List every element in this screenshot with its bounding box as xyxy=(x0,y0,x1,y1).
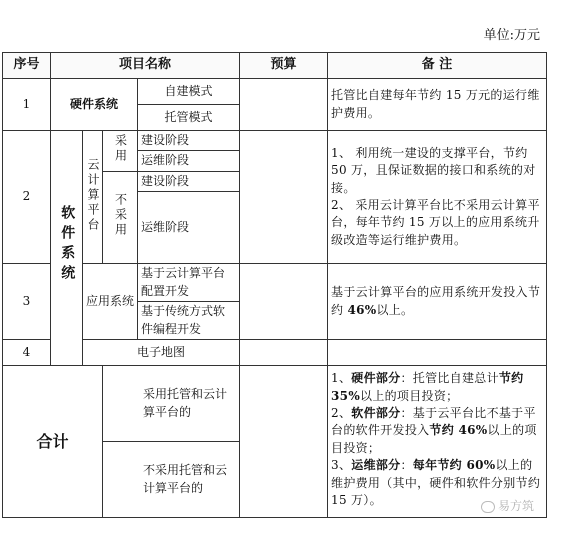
total-note-1b: 硬件部分 xyxy=(351,371,401,386)
row3-seq: 3 xyxy=(3,264,51,340)
row2-budget xyxy=(240,131,328,264)
total-note-1c: ：托管比自建总计 xyxy=(400,371,499,386)
row3-budget xyxy=(240,264,328,340)
row3-item-2: 基于传统方式软件编程开发 xyxy=(138,302,240,340)
row2-adopt xyxy=(103,131,138,172)
row2-platform xyxy=(83,131,103,264)
row2-item-1: 建设阶段 xyxy=(138,131,240,151)
total-note-1d: 节约 35% xyxy=(331,371,524,403)
total-item-1: 采用托管和云计算平台的 xyxy=(103,366,240,442)
total-note-3e: 以上的维护费用（其中，硬件和软件分别节约 15 万）。 xyxy=(331,458,541,507)
row3-note-pre: 基于云计算平台的应用系统开发投入节约 xyxy=(331,285,541,317)
row2-note-2: 2、 采用云计算平台比不采用云计算平台，每年节约 15 万以上的应用系统升级改造等运行维护费用。 xyxy=(331,198,540,247)
table-row xyxy=(3,366,547,442)
row4-item: 电子地图 xyxy=(83,340,240,366)
header-name: 项目名称 xyxy=(51,53,240,79)
total-note-3b: 运维部分 xyxy=(351,458,401,473)
total-note-2b: 软件部分 xyxy=(351,405,401,420)
total-note-3c: ： xyxy=(400,458,413,473)
row2-seq: 2 xyxy=(3,131,51,264)
unit-label: 单位:万元 xyxy=(483,28,540,43)
total-note-3d: 每年节约 60% xyxy=(412,458,496,473)
row3-item-1: 基于云计算平台配置开发 xyxy=(138,264,240,302)
row2-item-3: 建设阶段 xyxy=(138,171,240,191)
table-row xyxy=(3,264,547,302)
row1-item-2: 托管模式 xyxy=(138,105,240,131)
row1-item-1: 自建模式 xyxy=(138,79,240,105)
row2-adopt-text: 采用 xyxy=(113,133,128,164)
header-note: 备 注 xyxy=(328,53,547,79)
total-label-text: 合计 xyxy=(36,432,69,452)
total-note-2e: 以上的项目投资； xyxy=(331,423,537,455)
total-label xyxy=(3,366,103,518)
table-row xyxy=(3,79,547,105)
row1-note: 托管比自建每年节约 15 万元的运行维护费用。 xyxy=(328,79,547,131)
budget-table-body xyxy=(2,52,547,518)
total-item-2: 不采用托管和云计算平台的 xyxy=(103,442,240,518)
total-note-2c: ：基于云平台比不基于平台的软件开发投入 xyxy=(331,405,536,438)
total-note-2a: 2、 xyxy=(331,405,352,420)
row1-seq: 1 xyxy=(3,79,51,131)
row1-category: 硬件系统 xyxy=(51,79,138,131)
total-note-1 xyxy=(331,370,543,405)
row2-note-1: 1、 利用统一建设的支撑平台，节约 50 万，且保证数据的接口和系统的对接。 xyxy=(331,145,536,195)
row2-not-adopt xyxy=(103,171,138,263)
row3-note-bold: 46% xyxy=(347,302,377,317)
row2-category xyxy=(51,131,83,366)
header-budget: 预算 xyxy=(240,53,328,79)
watermark-text: 易方筑 xyxy=(497,499,534,513)
row4-budget xyxy=(240,340,328,366)
row4-seq: 4 xyxy=(3,340,51,366)
total-note-1e: 以上的项目投资； xyxy=(360,388,459,403)
total-note-3a: 3、 xyxy=(331,458,352,473)
row4-note xyxy=(328,340,547,366)
watermark xyxy=(481,497,534,514)
table-row xyxy=(3,131,547,151)
row2-item-4: 运维阶段 xyxy=(138,192,240,264)
total-note xyxy=(328,366,547,518)
row2-not-adopt-text: 不采用 xyxy=(113,192,128,238)
total-note-2 xyxy=(331,405,543,457)
row2-category-text: 软件系统 xyxy=(59,205,76,286)
wechat-icon xyxy=(481,501,495,513)
row2-item-2: 运维阶段 xyxy=(138,151,240,171)
row1-budget xyxy=(240,79,328,131)
row3-note-post: 以上。 xyxy=(376,302,414,317)
row2-note xyxy=(328,131,547,264)
row2-platform-text: 云计算平台 xyxy=(86,157,100,233)
total-budget xyxy=(240,366,328,518)
row3-note xyxy=(328,264,547,340)
total-note-1a: 1、 xyxy=(331,371,352,386)
row3-app: 应用系统 xyxy=(83,264,138,340)
total-note-2d: 节约 46% xyxy=(429,423,488,438)
header-seq: 序号 xyxy=(3,53,51,79)
table-row xyxy=(3,340,547,366)
